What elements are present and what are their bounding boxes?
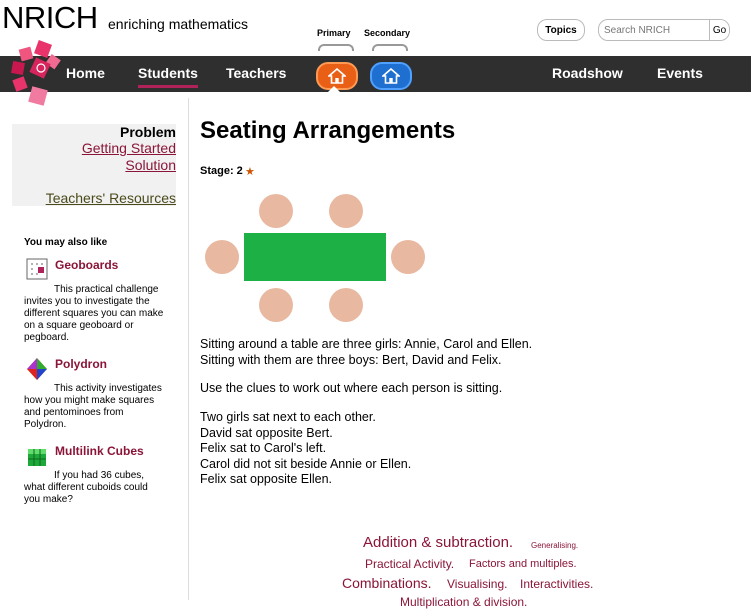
instruction-paragraph: [200, 381, 502, 397]
related-geoboards-desc: This practical challenge invites you to investigate the different squares you can make on a square geoboard or pegboard.: [24, 284, 164, 343]
seat-right: [391, 240, 425, 274]
stage-label: Stage: 2: [200, 165, 243, 177]
related-polydron-link[interactable]: Polydron: [55, 357, 108, 371]
secondary-tier-bracket: [372, 44, 408, 51]
search-go-button[interactable]: Go: [709, 20, 729, 40]
home-icon: [328, 68, 346, 84]
tag-practical-activity[interactable]: Practical Activity.: [365, 557, 455, 571]
clues-paragraph: [200, 410, 411, 488]
page-title: Seating Arrangements: [200, 117, 456, 144]
tag-generalising[interactable]: Generalising.: [531, 541, 579, 550]
tag-visualising[interactable]: Visualising.: [447, 577, 508, 591]
sidebar-divider: [188, 98, 189, 600]
nrich-logo-icon[interactable]: [8, 40, 64, 112]
tag-combinations[interactable]: Combinations.: [342, 575, 432, 591]
seat-bottom-right: [329, 288, 363, 322]
site-tagline: enriching mathematics: [108, 16, 249, 32]
clue-line: Felix sat to Carol's left.: [200, 441, 327, 455]
nav-roadshow[interactable]: Roadshow: [552, 65, 623, 81]
clue-line: Two girls sat next to each other.: [200, 410, 376, 424]
solution-link[interactable]: Solution: [125, 157, 176, 173]
related-polydron-desc: This activity investigates how you might make squares and pentominoes from Polydron.: [24, 383, 162, 430]
also-like-heading: You may also like: [24, 237, 108, 248]
geoboard-icon[interactable]: [26, 258, 48, 280]
site-logo-text[interactable]: NRICH: [2, 0, 98, 35]
tag-multiplication-division[interactable]: Multiplication & division.: [400, 595, 528, 609]
tag-addition-subtraction[interactable]: Addition & subtraction.: [363, 534, 514, 551]
primary-tier-bracket: [318, 44, 354, 51]
search-input[interactable]: [599, 20, 709, 40]
seat-top-left: [259, 194, 293, 228]
star-icon: ★: [245, 166, 255, 178]
tag-interactivities[interactable]: Interactivities.: [520, 577, 594, 591]
intro-line: Sitting around a table are three girls: Annie, Carol and Ellen.: [200, 337, 533, 351]
clue-line: Felix sat opposite Ellen.: [200, 472, 333, 486]
teachers-resources-link[interactable]: Teachers' Resources: [45, 190, 176, 206]
nav-students[interactable]: Students: [138, 65, 198, 81]
tag-factors-multiples[interactable]: Factors and multiples.: [469, 558, 577, 570]
nav-events[interactable]: Events: [657, 65, 703, 81]
instruction-line: Use the clues to work out where each person is sitting.: [200, 381, 503, 395]
related-multilink-link[interactable]: Multilink Cubes: [55, 444, 144, 458]
related-geoboards-link[interactable]: Geoboards: [55, 258, 119, 272]
problem-label: Problem: [119, 124, 176, 140]
table: [244, 233, 386, 281]
intro-paragraph: [200, 337, 532, 368]
secondary-label: Secondary: [364, 28, 411, 38]
related-multilink-desc: If you had 36 cubes, what different cuboids could you make?: [24, 470, 148, 505]
search-box: [598, 19, 730, 41]
active-tier-pointer: [327, 86, 341, 93]
topics-button[interactable]: Topics: [537, 19, 585, 41]
seat-top-right: [329, 194, 363, 228]
home-icon: [382, 68, 400, 84]
intro-line: Sitting with them are three boys: Bert, David and Felix.: [200, 352, 502, 367]
nav-teachers[interactable]: Teachers: [226, 65, 287, 81]
multilink-cubes-icon[interactable]: [26, 446, 48, 468]
getting-started-link[interactable]: Getting Started: [81, 140, 176, 156]
seat-left: [205, 240, 239, 274]
clue-line: Carol did not sit beside Annie or Ellen.: [200, 456, 412, 471]
polydron-icon[interactable]: [26, 357, 48, 381]
nav-home[interactable]: Home: [66, 65, 105, 81]
clue-line: David sat opposite Bert.: [200, 425, 333, 440]
seat-bottom-left: [259, 288, 293, 322]
secondary-home-button[interactable]: [370, 62, 412, 90]
primary-label: Primary: [317, 28, 351, 38]
problem-nav-box: [12, 124, 176, 206]
